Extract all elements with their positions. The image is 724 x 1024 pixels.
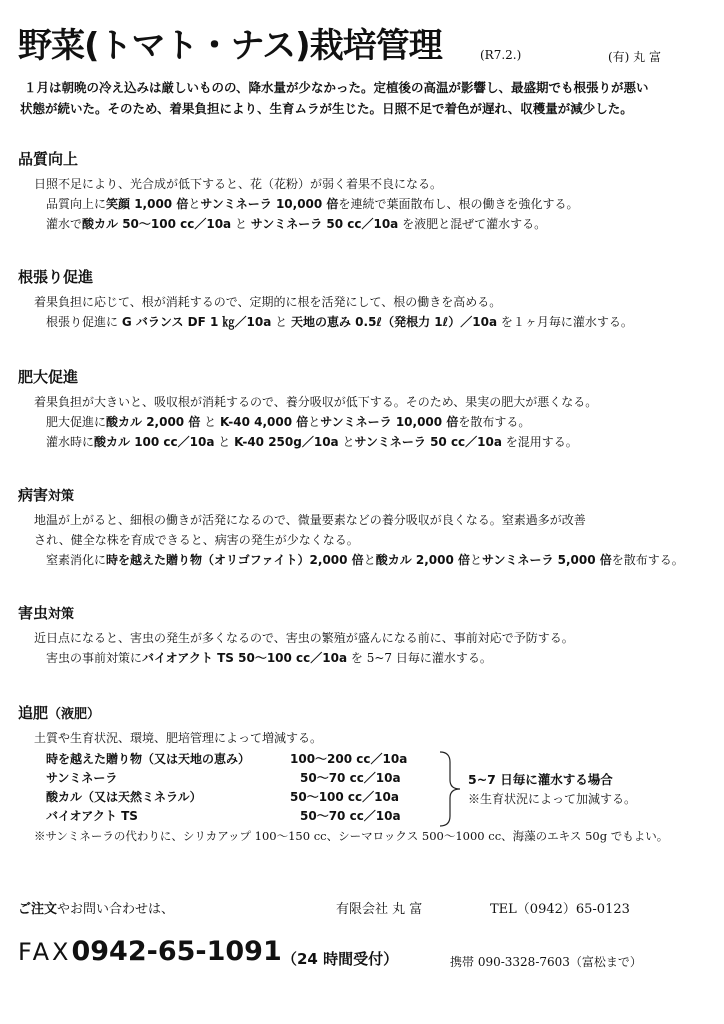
fax-number: FAX0942-65-1091 [18, 936, 282, 967]
mobile-number: 携帯 090-3328-7603（富松まで） [450, 955, 642, 969]
page-title: 野菜(トマト・ナス)栽培管理 [18, 26, 442, 66]
section-text: され、健全な株を育成できると、病害の発生が少なくなる。 [34, 533, 359, 547]
section-disease [18, 484, 718, 570]
contact-line [18, 898, 718, 920]
section-title: 害虫対策 [18, 604, 75, 622]
phone-number: TEL（0942）65-0123 [490, 902, 630, 917]
substitute-note: ※サンミネーラの代わりに、シリカアップ 100～150 cc、シーマロックス 500～1000 cc、海藻のエキス 50g でもよい。 [34, 829, 669, 843]
fertilizer-table [18, 750, 718, 828]
table-row: 時を越えた贈り物（又は天地の恵み） 100～200 cc／10a [46, 752, 408, 766]
section-text: 害虫の事前対策にバイオアクト TS 50～100 cc／10a を 5~7 日毎に灌水する。 [46, 651, 492, 665]
document-header [18, 18, 708, 68]
brace-icon [438, 750, 464, 828]
fax-hours: （24 時間受付） [282, 950, 399, 968]
section-text: 着果負担に応じて、根が消耗するので、定期的に根を活発にして、根の働きを高める。 [34, 295, 502, 309]
issue-date: (R7.2.) [480, 48, 522, 62]
order-label: ご注文やお問い合わせは、 [18, 902, 175, 917]
section-text: 肥大促進に酸カル 2,000 倍 と K-40 4,000 倍とサンミネーラ 10,000 倍を散布する。 [46, 415, 531, 429]
section-title: 根張り促進 [18, 268, 94, 286]
section-text: 根張り促進に G バランス DF 1 ㎏／10a と 天地の恵み 0.5ℓ（発根力 1ℓ）／10a を１ヶ月毎に灌水する。 [46, 315, 633, 329]
section-root [18, 266, 718, 332]
section-quality [18, 148, 718, 234]
table-row: バイオアクト TS 50～70 cc／10a [46, 809, 401, 823]
table-row: サンミネーラ 50～70 cc／10a [46, 771, 401, 785]
intro-paragraph [20, 77, 714, 119]
section-text: 着果負担が大きいと、吸収根が消耗するので、養分吸収が低下する。そのため、果実の肥大が悪くなる。 [34, 395, 598, 409]
section-text: 日照不足により、光合成が低下すると、花（花粉）が弱く着果不良になる。 [34, 177, 443, 191]
fax-line [18, 936, 718, 976]
table-row: 酸カル（又は天然ミネラル） 50～100 cc／10a [46, 790, 399, 804]
section-title: 追肥（液肥） [18, 704, 101, 722]
section-enlarge [18, 366, 718, 452]
company-short-name: (有) 丸 富 [608, 50, 661, 64]
company-name: 有限会社 丸 富 [336, 902, 423, 917]
section-text: 灌水で酸カル 50～100 cc／10a と サンミネーラ 50 cc／10a を液肥と混ぜて灌水する。 [46, 217, 547, 231]
section-text: 灌水時に酸カル 100 cc／10a と K-40 250g／10a とサンミネーラ 50 cc／10a を混用する。 [46, 435, 578, 449]
section-title: 肥大促進 [18, 368, 79, 386]
application-interval: 5~7 日毎に灌水する場合 [468, 772, 613, 787]
section-text: 地温が上がると、細根の働きが活発になるので、微量要素などの養分吸収が良くなる。窒素過多が改善 [34, 513, 586, 527]
section-text: 近日点になると、害虫の発生が多くなるので、害虫の繁殖が盛んになる前に、事前対応で予防する。 [34, 631, 574, 645]
section-topdress [18, 702, 718, 844]
section-title: 品質向上 [18, 150, 79, 168]
section-text: 窒素消化に時を越えた贈り物（オリゴファイト）2,000 倍と酸カル 2,000 倍とサンミネーラ 5,000 倍を散布する。 [46, 553, 684, 567]
section-pest [18, 602, 718, 668]
intro-line: １月は朝晩の冷え込みは厳しいものの、降水量が少なかった。定植後の高温が影響し、最盛期でも根張りが悪い [24, 80, 649, 95]
intro-line: 状態が続いた。そのため、着果負担により、生育ムラが生じた。日照不足で着色が遅れ、収穫量が減少した。 [20, 101, 633, 116]
section-text: 土質や生育状況、環境、肥培管理によって増減する。 [34, 731, 323, 745]
section-text: 品質向上に笑顔 1,000 倍とサンミネーラ 10,000 倍を連続で葉面散布し、根の働きを強化する。 [46, 197, 579, 211]
adjust-note: ※生育状況によって加減する。 [468, 792, 637, 806]
section-title: 病害対策 [18, 486, 75, 504]
